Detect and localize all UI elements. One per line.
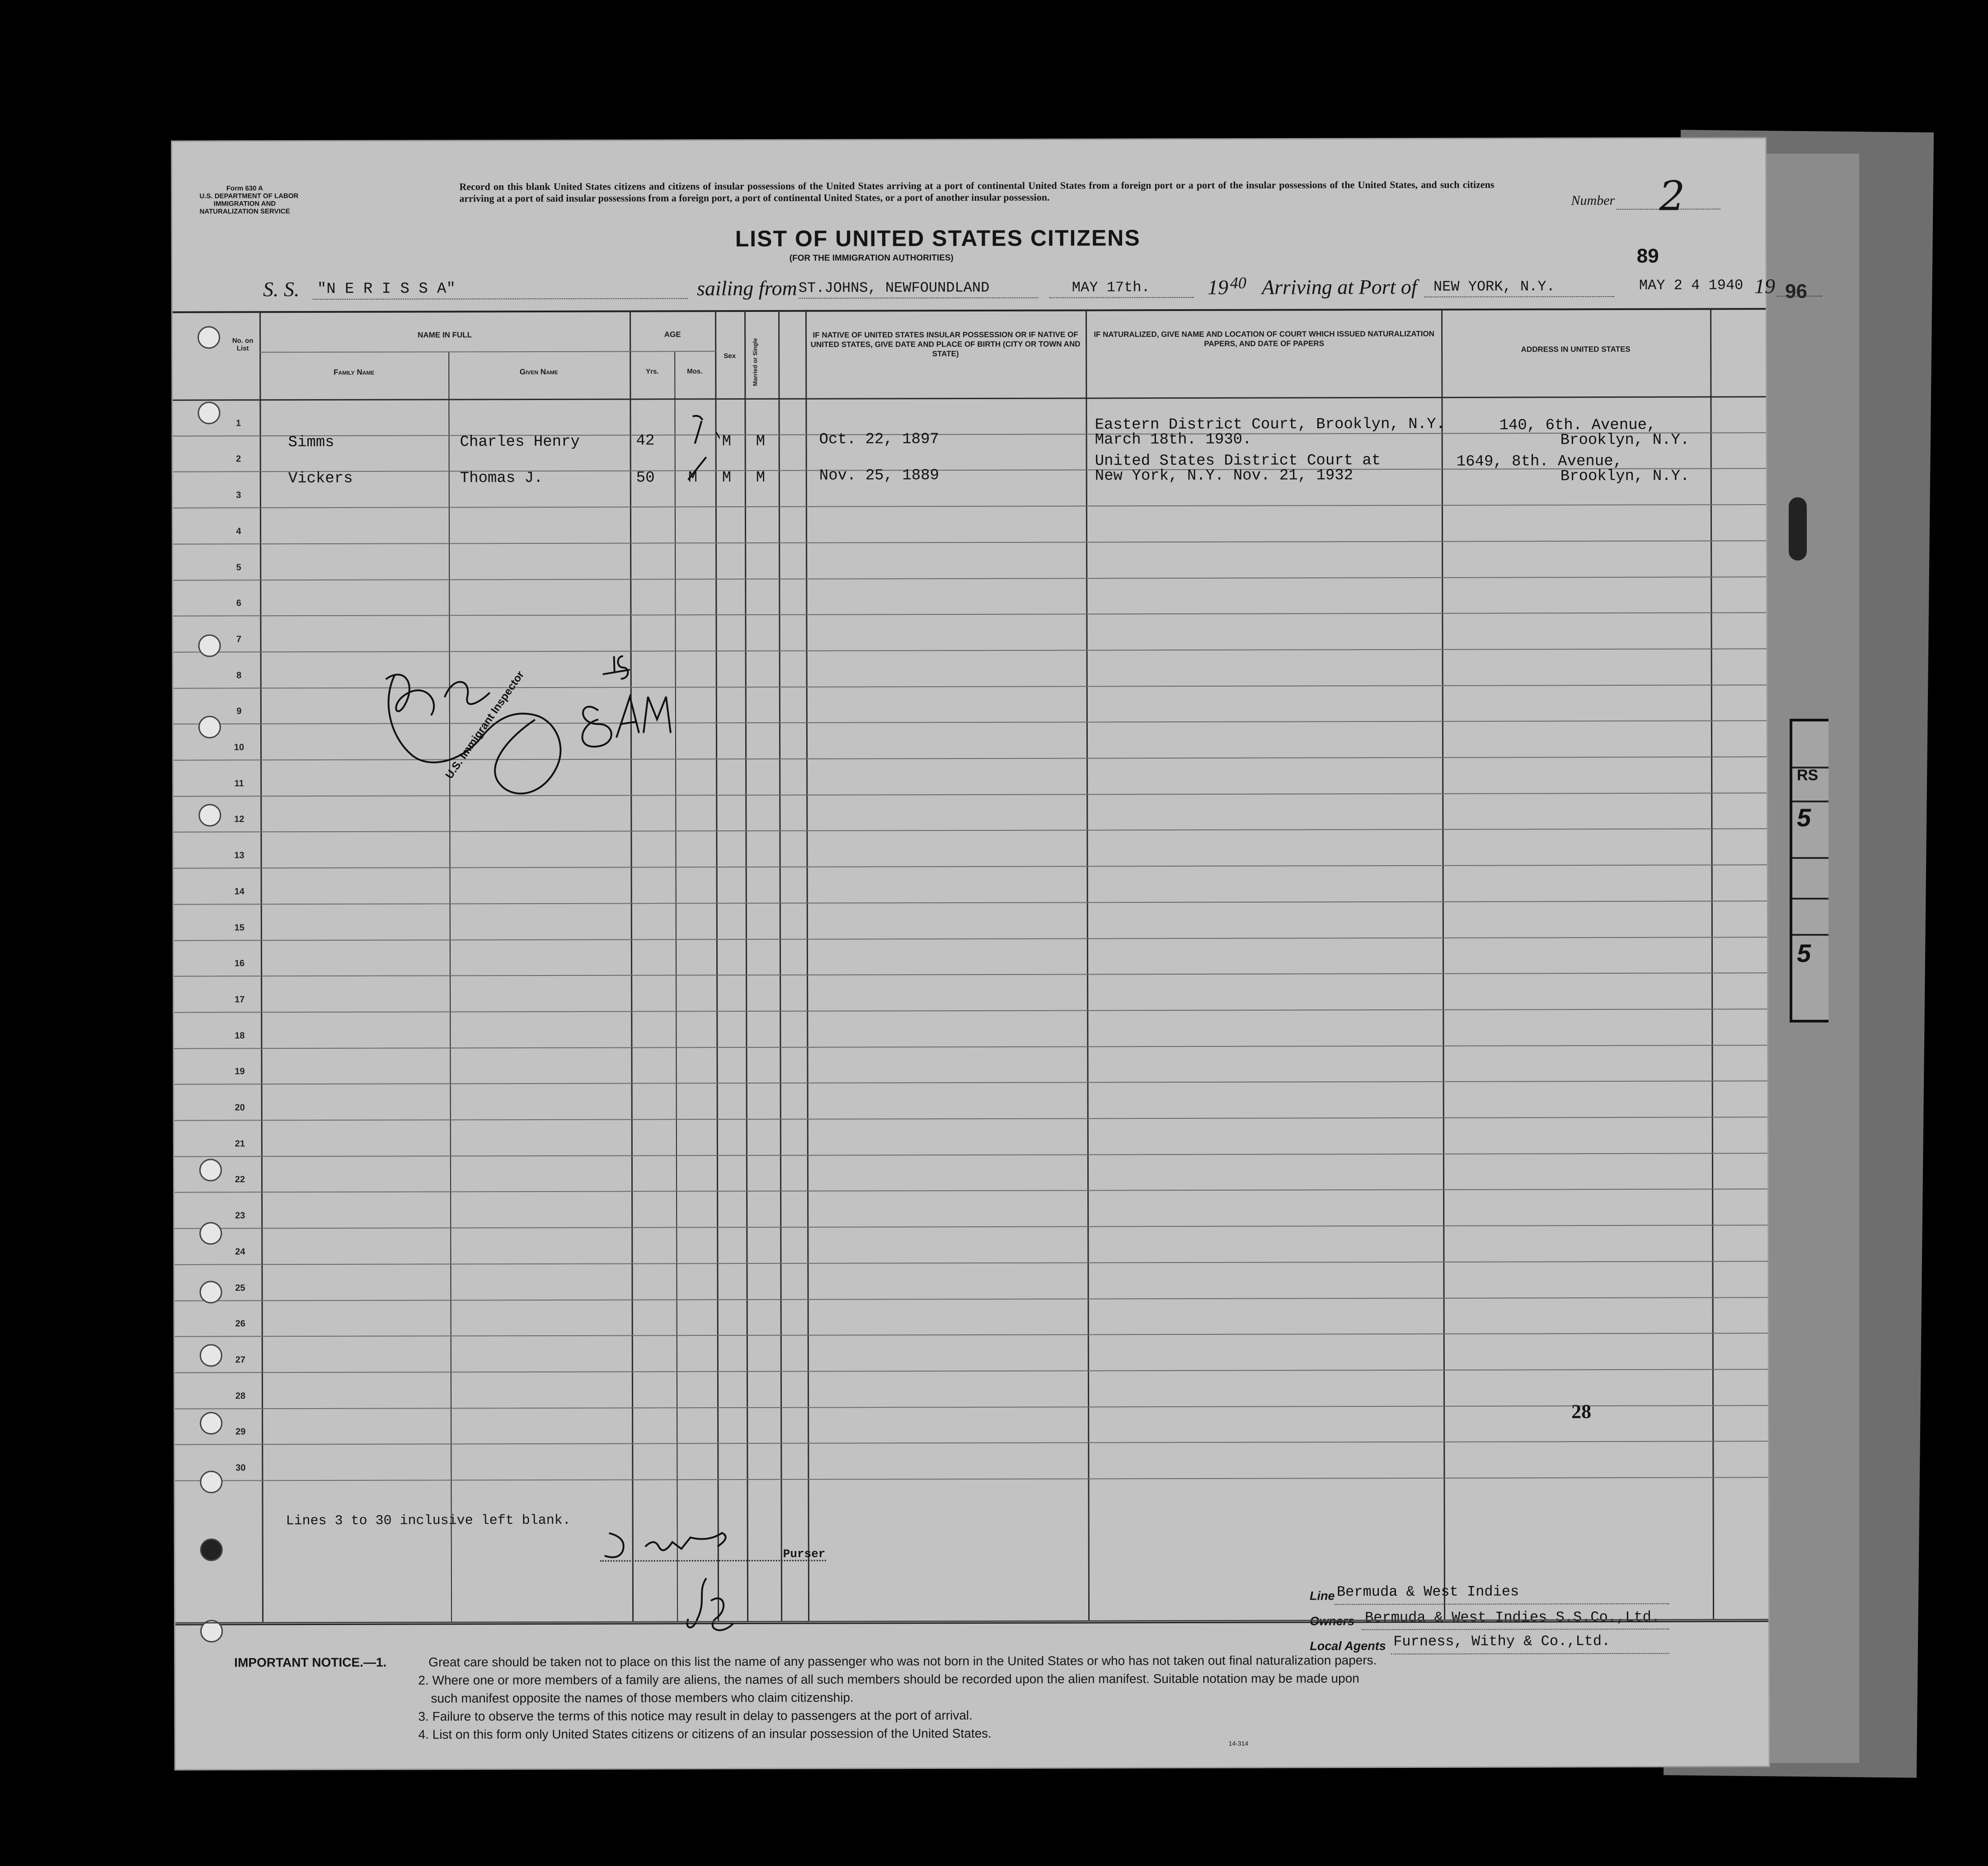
- line-value: Bermuda & West Indies: [1336, 1583, 1519, 1601]
- arrival-year: 19: [1754, 274, 1775, 298]
- row2-family-name: Vickers: [288, 470, 353, 488]
- agents-value: Furness, Withy & Co.,Ltd.: [1393, 1633, 1611, 1650]
- row1-court-line1: Eastern District Court, Brooklyn, N.Y.: [1095, 415, 1445, 434]
- row2-court-line2: New York, N.Y. Nov. 21, 1932: [1095, 467, 1354, 485]
- row1-age-yrs: 42: [636, 432, 655, 450]
- row-number: 17: [235, 994, 245, 1005]
- arrival-stamp: MAY 2 4 1940: [1639, 277, 1744, 294]
- year-prefix: 19: [1207, 275, 1228, 299]
- row-number: 4: [236, 526, 241, 537]
- punch-hole: [198, 716, 221, 738]
- row2-address-line2: Brooklyn, N.Y.: [1560, 467, 1690, 485]
- page-number: 89: [1636, 245, 1659, 267]
- row-number: 5: [236, 562, 241, 572]
- notice-item-2-continued: such manifest opposite the names of those members who claim citizenship.: [431, 1690, 854, 1706]
- departure-date: MAY 17th.: [1072, 279, 1150, 296]
- row-number: 11: [234, 778, 244, 789]
- owners-label: Owners: [1310, 1614, 1355, 1628]
- row-number: 20: [235, 1103, 245, 1113]
- form-instructions: Record on this blank United States citizens and citizens of insular possessions of the United States arriving at a port of continental United States from a foreign port or a port of the insular possessions of the United States, and such citizens arriving at a port of said insular possessions from a foreign port, a port of continental United States, or a port of another insular possession.: [459, 179, 1495, 204]
- row2-sex: M: [722, 469, 732, 487]
- row-number: 12: [234, 814, 244, 825]
- header-given-name: Given Name: [519, 367, 558, 377]
- page-title: LIST OF UNITED STATES CITIZENS: [735, 225, 1141, 252]
- row-number: 22: [235, 1174, 245, 1185]
- ss-label: S. S.: [263, 278, 300, 301]
- notice-item-1: Great care should be taken not to place on this list the name of any passenger who was not born in the United States or who has not taken out final naturalization papers.: [428, 1653, 1377, 1669]
- row-number: 13: [234, 850, 244, 861]
- manifest-page: [172, 138, 1775, 1769]
- row2-birth: Nov. 25, 1889: [819, 467, 940, 485]
- row-number: 14: [234, 886, 244, 897]
- header-name-in-full: NAME IN FULL: [418, 330, 472, 339]
- ship-name: "N E R I S S A": [317, 280, 456, 298]
- notice-item-2: 2. Where one or more members of a family are aliens, the names of all such members should be recorded upon the alien manifest. Suitable notation may be made upon: [418, 1671, 1359, 1687]
- row-number: 28: [235, 1390, 246, 1401]
- row-number: 25: [235, 1282, 245, 1293]
- header-native: IF NATIVE OF UNITED STATES INSULAR POSSESSION OR IF NATIVE OF UNITED STATES, GIVE DATE AND PLACE OF BIRTH (CITY OR TOWN AND STATE): [810, 330, 1081, 358]
- inspector-stamp: [363, 647, 689, 820]
- voyage-line: [263, 273, 1775, 304]
- row2-court-line1: United States District Court at: [1095, 452, 1381, 470]
- side-box: [1790, 719, 1828, 1023]
- page-subtitle: (FOR THE IMMIGRATION AUTHORITIES): [789, 253, 954, 263]
- header-mos: Mos.: [687, 368, 703, 376]
- header-yrs: Yrs.: [646, 368, 659, 376]
- side-mark: [1789, 497, 1807, 561]
- number-label: Number: [1571, 193, 1615, 208]
- form-number: Form 630 A: [226, 184, 263, 193]
- row-number: 3: [236, 490, 241, 500]
- notice-item-4: 4. List on this form only United States citizens or citizens of an insular possession of the United States.: [418, 1726, 992, 1742]
- row-number: 8: [236, 670, 242, 680]
- number-value: 2: [1659, 172, 1685, 220]
- year-suffix: 40: [1230, 273, 1246, 292]
- row1-sex: M: [722, 433, 732, 451]
- header-sex: Sex: [724, 352, 736, 360]
- punch-hole: [198, 804, 221, 826]
- notice-item-3: 3. Failure to observe the terms of this notice may result in delay to passengers at the port of arrival.: [418, 1708, 973, 1724]
- row-number: 2: [236, 454, 241, 464]
- row-number: 27: [235, 1355, 246, 1365]
- side-page-number: 96: [1785, 280, 1807, 302]
- punch-hole: [200, 1281, 222, 1303]
- row-number: 9: [236, 706, 242, 716]
- form-code: 14-314: [1228, 1739, 1249, 1747]
- punch-hole: [199, 1159, 222, 1181]
- age-mos-ditto-marks: [674, 412, 719, 487]
- line-label: Line: [1309, 1589, 1335, 1603]
- row1-birth: Oct. 22, 1897: [819, 431, 939, 448]
- initials-mark: [679, 1574, 743, 1641]
- row1-address-line1: 140, 6th. Avenue,: [1499, 416, 1656, 434]
- header-no-on-list: No. on List: [232, 337, 254, 353]
- row2-age-yrs: 50: [636, 469, 655, 487]
- form-identifier: [199, 184, 299, 216]
- row-number: 19: [235, 1066, 245, 1077]
- row-number: 15: [234, 922, 245, 933]
- punch-hole: [200, 1412, 222, 1434]
- punch-hole: [199, 1222, 222, 1244]
- header-family-name: Family Name: [334, 368, 375, 377]
- row1-address-line2: Brooklyn, N.Y.: [1560, 431, 1690, 449]
- punch-hole: [200, 1470, 222, 1493]
- row-number: 18: [235, 1030, 245, 1041]
- header-married-single: Married or Single: [752, 338, 759, 386]
- row1-marital: M: [756, 433, 766, 450]
- agents-label: Local Agents: [1310, 1639, 1386, 1653]
- row2-given-name: Thomas J.: [460, 469, 543, 487]
- sailing-from-label: sailing from: [696, 276, 797, 300]
- side-box-text-1: RS: [1797, 767, 1819, 784]
- header-naturalized: IF NATURALIZED, GIVE NAME AND LOCATION OF COURT WHICH ISSUED NATURALIZATION PAPERS, AND DATE OF PAPERS: [1094, 329, 1434, 348]
- side-box-text-3: 5: [1797, 939, 1811, 967]
- row-number: 16: [234, 958, 245, 969]
- row1-given-name: Charles Henry: [460, 433, 580, 451]
- owners-value: Bermuda & West Indies S.S.Co.,Ltd.: [1365, 1608, 1660, 1626]
- blank-lines-note: Lines 3 to 30 inclusive left blank.: [286, 1513, 571, 1529]
- row-number: 29: [235, 1427, 246, 1437]
- punch-hole: [198, 634, 221, 657]
- notice-heading: IMPORTANT NOTICE.—1.: [234, 1655, 387, 1670]
- punch-hole: [200, 1344, 222, 1367]
- row2-age-mos: M: [688, 469, 698, 487]
- row1-court-line2: March 18th. 1930.: [1095, 431, 1252, 449]
- header-age: AGE: [664, 330, 681, 339]
- punch-hole: [200, 1538, 223, 1561]
- row-number: 1: [235, 418, 241, 429]
- row-number: 21: [235, 1139, 245, 1149]
- row-number: 6: [236, 598, 241, 608]
- row2-address-line1: 1649, 8th. Avenue,: [1456, 452, 1623, 471]
- purser-signature: [596, 1524, 776, 1565]
- inspector-title: U.S. Immigrant Inspector: [443, 669, 527, 782]
- arrival-port: NEW YORK, N.Y.: [1433, 278, 1555, 295]
- service-line-2: NATURALIZATION SERVICE: [199, 207, 290, 216]
- punch-hole: [197, 326, 220, 349]
- row-number: 10: [234, 742, 244, 753]
- row1-family-name: Simms: [288, 434, 334, 452]
- row-number: 30: [235, 1463, 246, 1473]
- departure-port: ST.JOHNS, NEWFOUNDLAND: [798, 279, 990, 297]
- row2-marital: M: [756, 469, 766, 486]
- row-number: 7: [236, 634, 242, 645]
- punch-hole: [197, 401, 220, 424]
- row-number: 26: [235, 1319, 245, 1329]
- department: U.S. DEPARTMENT OF LABOR: [199, 192, 299, 200]
- arriving-label: Arriving at Port of: [1261, 275, 1417, 299]
- side-box-text-2: 5: [1797, 803, 1811, 832]
- purser-label: Purser: [783, 1547, 826, 1561]
- service-line-1: IMMIGRATION AND: [213, 200, 276, 208]
- row-number: 23: [235, 1211, 245, 1221]
- header-address: ADDRESS IN UNITED STATES: [1521, 344, 1631, 354]
- row-number: 24: [235, 1247, 245, 1257]
- page-code: 28: [1571, 1400, 1592, 1423]
